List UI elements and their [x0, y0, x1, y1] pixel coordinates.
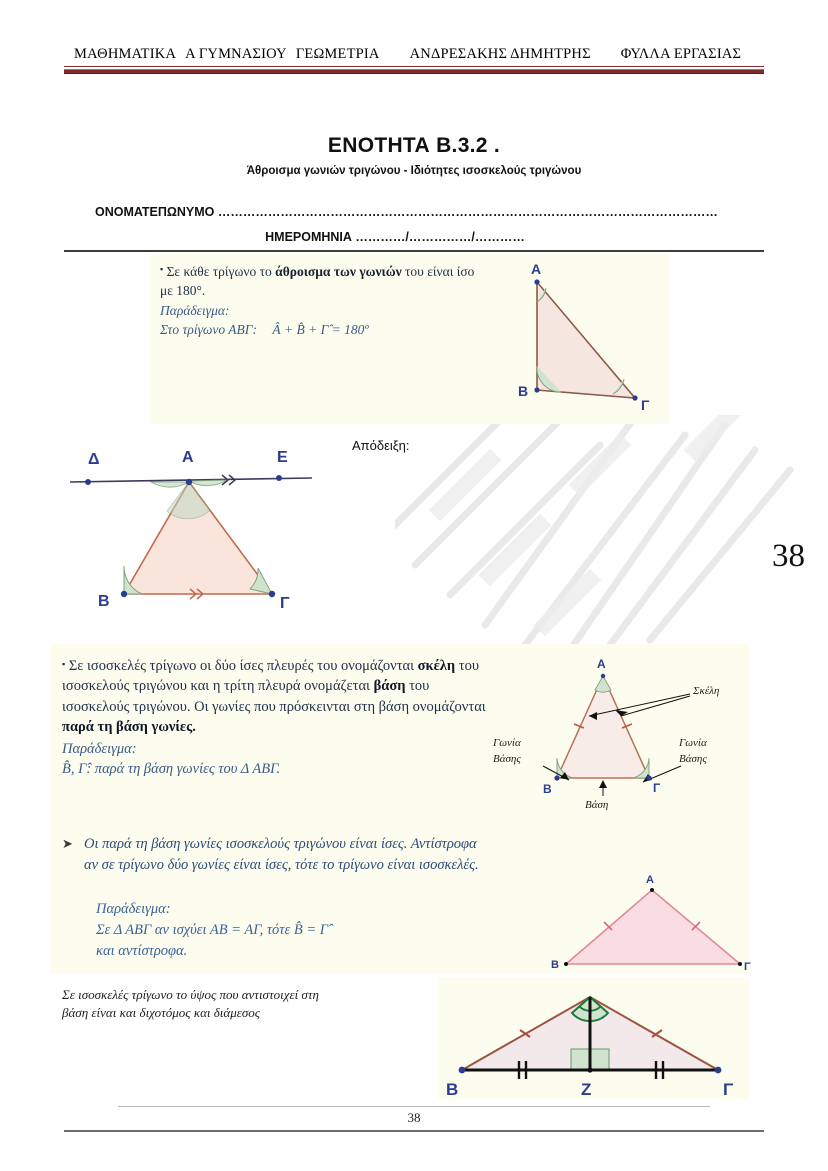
theorem-line-2: αν σε τρίγωνο δύο γωνίες είναι ίσες, τότε το τρίγωνο είναι ισοσκελές.	[84, 857, 479, 874]
example-label: Παράδειγμα:	[160, 303, 230, 319]
iso-text-a: Σε ισοσκελές τρίγωνο οι δύο ίσες πλευρές του ονομάζονται	[68, 658, 418, 674]
isosceles-definition-text	[62, 656, 492, 780]
angle-sum-text	[160, 262, 490, 340]
vertex-label-z: Ζ	[581, 1080, 592, 1099]
iso-text-c: του ισοσκελούς τριγώνου και η τρίτη πλευρά ονομάζεται	[62, 658, 480, 695]
vertex-label-a: Α	[531, 261, 542, 277]
vertex-label-a: Α	[646, 874, 654, 886]
header-title-line	[64, 46, 764, 63]
iso-example2-label: Παράδειγμα:	[96, 901, 171, 917]
base-angle-left-line2: Βάσης	[493, 753, 521, 765]
base-angle-left-line1: Γωνία	[493, 737, 521, 749]
isosceles-definition-box	[50, 644, 750, 974]
angle-sum-line-a: Σε κάθε τρίγωνο το	[166, 264, 276, 279]
header-grade: Α ΓΥΜΝΑΣΙΟΥ	[185, 46, 287, 62]
vertex-label-a: Α	[597, 657, 606, 671]
base-angle-right-line1: Γωνία	[679, 737, 707, 749]
header-subject: ΜΑΘΗΜΑΤΙΚΑ	[74, 46, 177, 62]
altitude-note-line2: βάση είναι και διχοτόμος και διάμεσος	[62, 1005, 261, 1021]
student-name-dots: …………………………………………………………………………………………………………	[217, 205, 718, 219]
margin-page-number: 38	[772, 538, 805, 574]
angle-sum-emphasis: άθροισμα των γωνιών	[275, 264, 402, 279]
vertex-label-b: Β	[518, 383, 529, 399]
vertex-label-delta: Δ	[88, 451, 100, 468]
student-name-label: ΟΝΟΜΑΤΕΠΩΝΥΜΟ	[95, 205, 215, 219]
example-line	[160, 320, 490, 339]
iso-emphasis-vasi: βάση	[373, 678, 406, 695]
vertex-label-c: Γ	[280, 595, 290, 612]
student-name-field[interactable]	[95, 205, 718, 219]
example-formula: Â + B̂ + Γ̂ = 180º	[272, 322, 369, 338]
date-label: ΗΜΕΡΟΜΗΝΙΑ	[265, 230, 352, 244]
vertex-label-b: Β	[543, 782, 552, 796]
altitude-note	[62, 986, 422, 1023]
header-doctype: ΦΥΛΛΑ ΕΡΓΑΣΙΑΣ	[620, 46, 742, 62]
proof-label: Απόδειξη:	[352, 438, 410, 453]
legs-annotation: Σκέλη	[693, 685, 720, 697]
footer-page-number: 38	[407, 1110, 421, 1125]
header-rule-thin	[64, 66, 764, 67]
diagonal-watermark	[395, 415, 795, 645]
page-title: ΕΝΟΤΗΤΑ Β.3.2 .	[327, 134, 501, 157]
footer-rule-top	[118, 1106, 710, 1107]
iso-example2-line2: και αντίστροφα.	[96, 943, 188, 960]
vertex-label-b: Β	[98, 593, 110, 610]
header-author: ΑΝΔΡΕΣΑΚΗΣ ΔΗΜΗΤΡΗΣ	[409, 46, 591, 62]
iso-example-text: B̂, Γ̂: παρά τη βάση γωνίες του Δ ΑΒΓ.	[62, 761, 281, 778]
pink-isosceles-figure	[530, 870, 780, 980]
theorem-line-1: Οι παρά τη βάση γωνίες ισοσκελούς τριγώνου είναι ίσες. Αντίστροφα	[84, 836, 477, 852]
base-annotation: Βάση	[585, 799, 609, 810]
namedate-divider	[64, 250, 764, 252]
altitude-note-line1: Σε ισοσκελές τρίγωνο το ύψος που αντιστοιχεί στη	[62, 987, 319, 1002]
header-topic: ΓΕΩΜΕΤΡΙΑ	[295, 46, 380, 62]
vertex-label-c: Γ	[723, 1080, 734, 1099]
altitude-bisector-median-figure	[440, 975, 750, 1100]
iso-example2-line1: Σε Δ ΑΒΓ αν ισχύει ΑΒ = ΑΓ, τότε B̂ = Γ̂	[96, 922, 328, 939]
date-field[interactable]	[95, 230, 695, 244]
vertex-label-c: Γ	[744, 961, 751, 973]
parallel-line-proof-figure	[62, 436, 422, 618]
footer-rule-bottom	[64, 1130, 764, 1132]
angle-sum-line-c: του είναι ίσο με 180°.	[160, 264, 475, 299]
isosceles-example	[96, 899, 516, 962]
date-value: …………/……………/…………	[355, 230, 525, 244]
document-header	[64, 46, 764, 74]
vertex-label-c: Γ	[641, 397, 650, 413]
scalene-triangle-figure	[485, 260, 665, 420]
vertex-label-b: Β	[446, 1080, 459, 1099]
vertex-label-b: Β	[551, 959, 559, 971]
iso-text-e: του ισοσκελούς τριγώνου. Οι γωνίες που πρόσκεινται στη βάση ονομάζονται	[62, 678, 486, 715]
page-subtitle: Άθροισμα γωνιών τριγώνου - Ιδιότητες ισοσκελούς τριγώνου	[246, 165, 582, 177]
iso-emphasis-base-angles: παρά τη βάση γωνίες.	[62, 718, 196, 735]
list-bullet: ▪	[62, 659, 66, 669]
example-prefix: Στο τρίγωνο ΑΒΓ:	[160, 322, 257, 338]
iso-example-label: Παράδειγμα:	[62, 741, 137, 758]
header-rule-thick	[64, 69, 764, 75]
vertex-label-a: Α	[182, 449, 194, 466]
vertex-label-epsilon: Ε	[277, 449, 288, 466]
iso-emphasis-skeli: σκέλη	[417, 658, 456, 674]
isosceles-labeled-figure	[485, 650, 745, 810]
list-bullet: ▪	[160, 264, 164, 274]
arrow-bullet-icon: ➤	[62, 836, 73, 851]
vertex-label-c: Γ	[653, 781, 661, 795]
angle-sum-box	[150, 254, 670, 424]
base-angle-right-line2: Βάσης	[679, 753, 707, 765]
